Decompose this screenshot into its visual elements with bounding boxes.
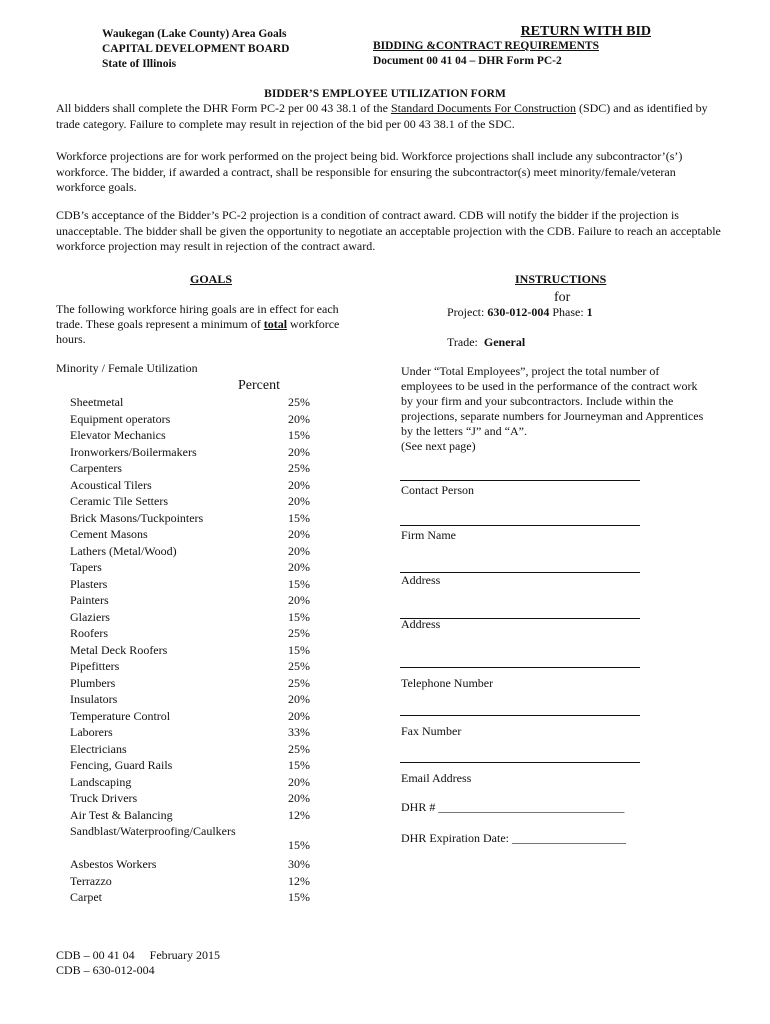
paragraph-workforce-projections: Workforce projections are for work performed on the project being bid. Workforce projections shall include any subcontractor’(s’) workforce. The bidder, if awarded a contract, shall be responsible for ensuring the subcontractor(s) meet minority/female/veteran workforce goals. — [56, 149, 683, 194]
project-number: 630-012-004 — [487, 305, 550, 319]
trade-percent: 25% — [288, 461, 310, 475]
trade-name: Carpet — [70, 890, 102, 904]
trade-name: Landscaping — [70, 774, 132, 789]
trade-goals-list — [70, 395, 310, 907]
trade-percent: 12% — [288, 807, 310, 822]
bidding-requirements-heading: BIDDING &CONTRACT REQUIREMENTS — [373, 40, 599, 52]
return-with-bid-heading: RETURN WITH BID — [520, 24, 651, 39]
telephone-line[interactable] — [400, 667, 640, 668]
goals-intro-text-a: The following workforce hiring goals are in effect for each trade. These goals represent a minimum of — [56, 302, 339, 331]
trade-name: Terrazzo — [70, 873, 112, 888]
trade-name: Glaziers — [70, 609, 110, 624]
fax-line[interactable] — [400, 715, 640, 716]
trade-name: Fencing, Guard Rails — [70, 758, 173, 772]
trade-name: Electricians — [70, 741, 127, 756]
sdc-link[interactable]: Standard Documents For Construction — [390, 101, 576, 115]
trade-percent: 25% — [288, 626, 310, 640]
goals-intro-emphasis: total — [263, 317, 288, 331]
instructions-line: by the letters “J” and “A”. — [401, 424, 527, 438]
contact-person-line[interactable] — [400, 480, 640, 481]
trade-name: Sheetmetal — [70, 395, 124, 409]
trade-percent: 25% — [288, 659, 310, 673]
instructions-line: employees to be used in the performance of the contract work — [401, 379, 698, 393]
percent-heading: Percent — [238, 378, 280, 393]
email-line[interactable] — [400, 762, 640, 763]
trade-percent: 20% — [288, 494, 310, 508]
dhr-number-field[interactable]: DHR # _______________________________ — [401, 800, 625, 814]
telephone-label: Telephone Number — [401, 676, 494, 690]
trade-name: Plasters — [70, 576, 108, 591]
document-number: Document 00 41 04 – DHR Form PC-2 — [373, 55, 562, 67]
goals-intro — [56, 302, 361, 347]
instructions-heading: INSTRUCTIONS — [515, 272, 607, 286]
project-label: Project: — [447, 305, 485, 319]
trade-percent: 20% — [288, 543, 310, 558]
paragraph1-text-a: All bidders shall complete the DHR Form PC-2 per 00 43 38.1 of the — [56, 101, 391, 115]
trade-percent: 15% — [288, 642, 310, 657]
trade-percent: 20% — [288, 708, 310, 723]
trade-percent: 15% — [288, 576, 310, 591]
paragraph-completion-requirement — [56, 101, 726, 132]
trade-percent: 30% — [288, 857, 310, 871]
trade-name: Painters — [70, 593, 109, 607]
trade-percent: 20% — [288, 791, 310, 805]
trade-name: Elevator Mechanics — [70, 428, 166, 442]
trade-percent: 20% — [288, 593, 310, 607]
trade-percent: 25% — [288, 395, 310, 409]
trade-percent: 20% — [288, 527, 310, 541]
paragraph-cdb-acceptance: CDB’s acceptance of the Bidder’s PC-2 projection is a condition of contract award. CDB will notify the bidder if the projection is unacceptable. The bidder shall be given the opportunity to negotiate an acceptable projection with the CDB. Failure to reach an acceptable workforce projection may result in rejection of the contract award. — [56, 208, 721, 253]
trade-percent: 15% — [288, 609, 310, 624]
firm-name-label: Firm Name — [401, 528, 456, 542]
paragraph1-text-b: (SDC) and as identified by trade category. Failure to complete may result in rejection of the bid per 00 43 38.1 of the SDC. — [56, 101, 708, 131]
footer-document-date: CDB – 00 41 04 February 2015 — [56, 948, 220, 962]
trade-percent: 15% — [288, 838, 310, 853]
trade-name: Air Test & Balancing — [70, 807, 173, 822]
trade-name: Metal Deck Roofers — [70, 642, 168, 657]
trade-name: Pipefitters — [70, 659, 120, 673]
trade-line — [447, 335, 525, 351]
trade-name: Roofers — [70, 626, 108, 640]
trade-percent: 20% — [288, 774, 310, 789]
trade-name: Asbestos Workers — [70, 857, 157, 871]
trade-percent: 12% — [288, 873, 310, 888]
utilization-label: Minority / Female Utilization — [56, 361, 198, 375]
trade-percent: 20% — [288, 477, 310, 492]
trade-percent: 20% — [288, 692, 310, 706]
instructions-line: Under “Total Employees”, project the total number of — [401, 364, 660, 378]
phase-label: Phase: — [552, 305, 584, 319]
address-label-2: Address — [401, 617, 441, 631]
instructions-line: by your firm and your subcontractors. Include within the — [401, 394, 674, 408]
instructions-line: (See next page) — [401, 439, 476, 453]
dhr-expiration-field[interactable]: DHR Expiration Date: ___________________ — [401, 831, 626, 845]
fax-label: Fax Number — [401, 724, 462, 738]
trade-label: Trade: — [447, 335, 478, 349]
goals-intro-text-b: workforce hours. — [56, 317, 340, 346]
trade-name: Equipment operators — [70, 411, 171, 426]
instructions-line: projections, separate numbers for Journeyman and Apprentices — [401, 409, 704, 423]
trade-name: Cement Masons — [70, 527, 148, 541]
project-line — [447, 305, 593, 321]
header-board-name: CAPITAL DEVELOPMENT BOARD — [102, 43, 290, 55]
phase-value: 1 — [586, 305, 593, 319]
instructions-body — [401, 364, 721, 454]
trade-name: Ceramic Tile Setters — [70, 494, 168, 508]
trade-percent: 20% — [288, 444, 310, 459]
contact-person-label: Contact Person — [401, 483, 474, 497]
trade-name: Laborers — [70, 725, 113, 739]
for-label: for — [554, 290, 571, 305]
header-state: State of Illinois — [102, 58, 177, 70]
goals-heading: GOALS — [190, 272, 233, 286]
trade-percent: 33% — [288, 725, 310, 739]
trade-percent: 15% — [288, 510, 310, 525]
form-title: BIDDER’S EMPLOYEE UTILIZATION FORM — [264, 88, 506, 100]
trade-percent: 25% — [288, 741, 310, 756]
email-label: Email Address — [401, 771, 472, 785]
address-label-1: Address — [401, 573, 441, 587]
trade-name: Lathers (Metal/Wood) — [70, 543, 177, 558]
trade-value: General — [483, 335, 526, 349]
trade-name: Ironworkers/Boilermakers — [70, 444, 197, 459]
trade-name: Truck Drivers — [70, 791, 138, 805]
trade-percent: 20% — [288, 560, 310, 574]
trade-percent: 15% — [288, 890, 310, 904]
firm-name-line[interactable] — [400, 525, 640, 526]
header-left-block — [102, 27, 289, 72]
trade-name: Acoustical Tilers — [70, 477, 152, 492]
trade-percent: 15% — [288, 428, 310, 442]
trade-name: Plumbers — [70, 675, 116, 690]
header-area-goals: Waukegan (Lake County) Area Goals — [102, 28, 287, 40]
trade-percent: 15% — [288, 758, 310, 772]
trade-percent: 20% — [288, 411, 310, 426]
page-footer — [56, 948, 220, 978]
trade-name: Tapers — [70, 560, 102, 574]
trade-percent: 25% — [288, 675, 310, 690]
trade-name: Brick Masons/Tuckpointers — [70, 510, 204, 525]
header-right-block — [373, 24, 651, 69]
trade-name: Insulators — [70, 692, 118, 706]
trade-name: Temperature Control — [70, 708, 171, 723]
trade-name: Sandblast/Waterproofing/Caulkers — [70, 824, 236, 838]
footer-project-code: CDB – 630-012-004 — [56, 963, 155, 977]
trade-name: Carpenters — [70, 461, 122, 475]
